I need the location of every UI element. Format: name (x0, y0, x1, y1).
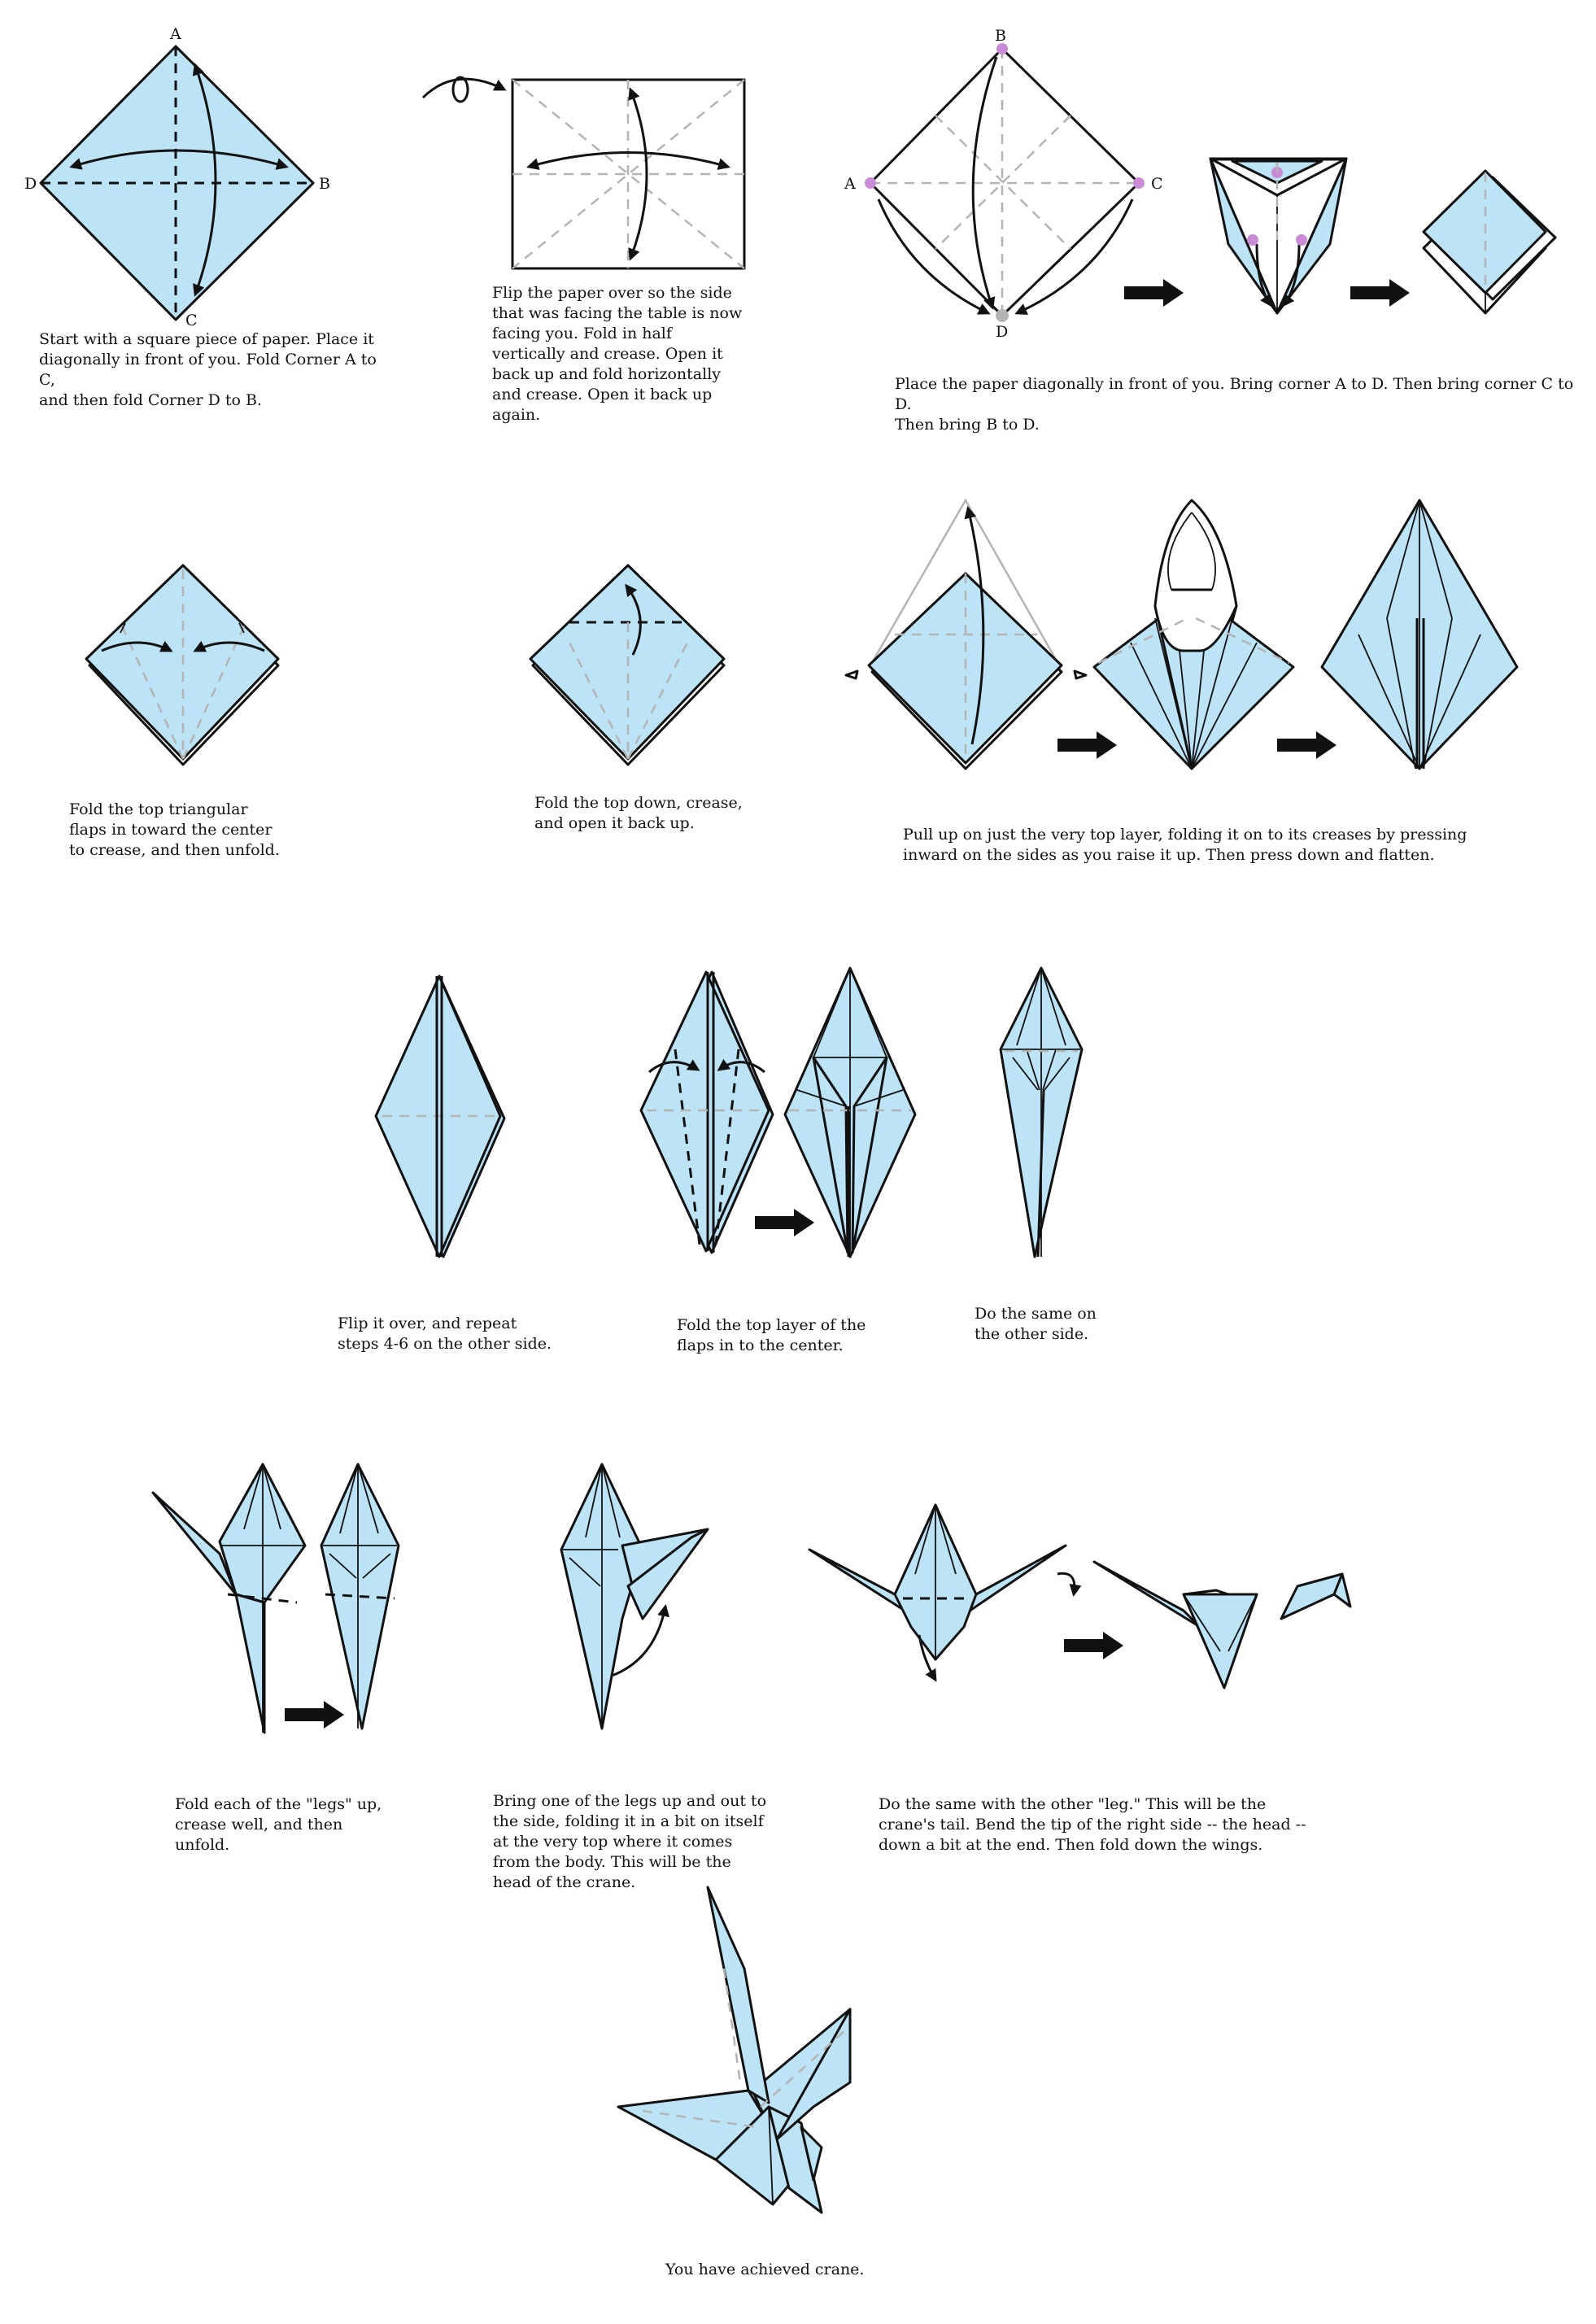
step-6-diagram (846, 500, 1517, 769)
step-5-diagram (530, 565, 724, 765)
step-6-caption: Pull up on just the very top layer, folding it on to its creases by pressing inward on the sides as you raise it up. Then press down and flatten. (903, 826, 1467, 864)
step-7-caption: Flip it over, and repeat steps 4-6 on the other side. (338, 1315, 552, 1353)
progress-arrow (1350, 279, 1410, 307)
progress-arrow (755, 1209, 814, 1236)
corner-c-label: C (185, 312, 198, 329)
corner-a-label-2: A (844, 175, 856, 193)
step-3-diagram (844, 27, 1555, 341)
step-2-diagram (423, 77, 744, 268)
step-4-caption: Fold the top triangular flaps in toward the center to crease, and then unfold. (69, 800, 280, 859)
final-caption: You have achieved crane. (665, 2261, 865, 2278)
step-8-caption: Fold the top layer of the flaps in to the center. (677, 1316, 866, 1354)
progress-arrow (285, 1701, 344, 1729)
corner-d-label-2: D (996, 323, 1009, 341)
step-1-caption: Start with a square piece of paper. Place it diagonally in front of you. Fold Corner A to C, and then fold Corner D to B. (39, 330, 377, 409)
step-11-diagram (561, 1464, 708, 1729)
step-11-caption: Bring one of the legs up and out to the side, folding it in a bit on itself at the very top where it comes from the body. This will be the head of the crane. (493, 1792, 767, 1891)
step-3-caption: Place the paper diagonally in front of you. Bring corner A to D. Then bring corner C to D. Then bring B to D. (895, 375, 1574, 434)
step-9-caption: Do the same on the other side. (975, 1305, 1097, 1343)
flip-over-icon (423, 77, 504, 102)
step-8-diagram (641, 968, 915, 1257)
progress-arrow (1277, 731, 1337, 759)
step-5-caption: Fold the top down, crease, and open it back up. (534, 794, 743, 832)
corner-a-label: A (170, 25, 181, 43)
step-2-caption: Flip the paper over so the side that was facing the table is now facing you. Fold in half vertically and crease. Open it back up and fold horizontally and crease. Open it back up again. (492, 284, 743, 424)
progress-arrow (1124, 279, 1184, 307)
progress-arrow (1057, 731, 1117, 759)
corner-d-label: D (24, 175, 37, 193)
step-4-diagram (86, 565, 278, 765)
corner-b-label: B (319, 175, 330, 193)
corner-c-label-2: C (1151, 175, 1163, 193)
final-crane (618, 1887, 850, 2213)
step-10-diagram (153, 1464, 399, 1733)
step-9-diagram (1001, 968, 1082, 1257)
step-10-caption: Fold each of the "legs" up, crease well, and then unfold. (175, 1795, 382, 1854)
progress-arrow (1064, 1632, 1123, 1659)
step-12-diagram (809, 1505, 1350, 1688)
step-1-diagram (24, 25, 330, 329)
step-12-caption: Do the same with the other "leg." This will be the crane's tail. Bend the tip of the right side -- the head -- down a bit at the end. Then fold down the wings. (879, 1795, 1306, 1854)
corner-b-label-2: B (995, 27, 1006, 45)
step-7-diagram (376, 976, 504, 1257)
